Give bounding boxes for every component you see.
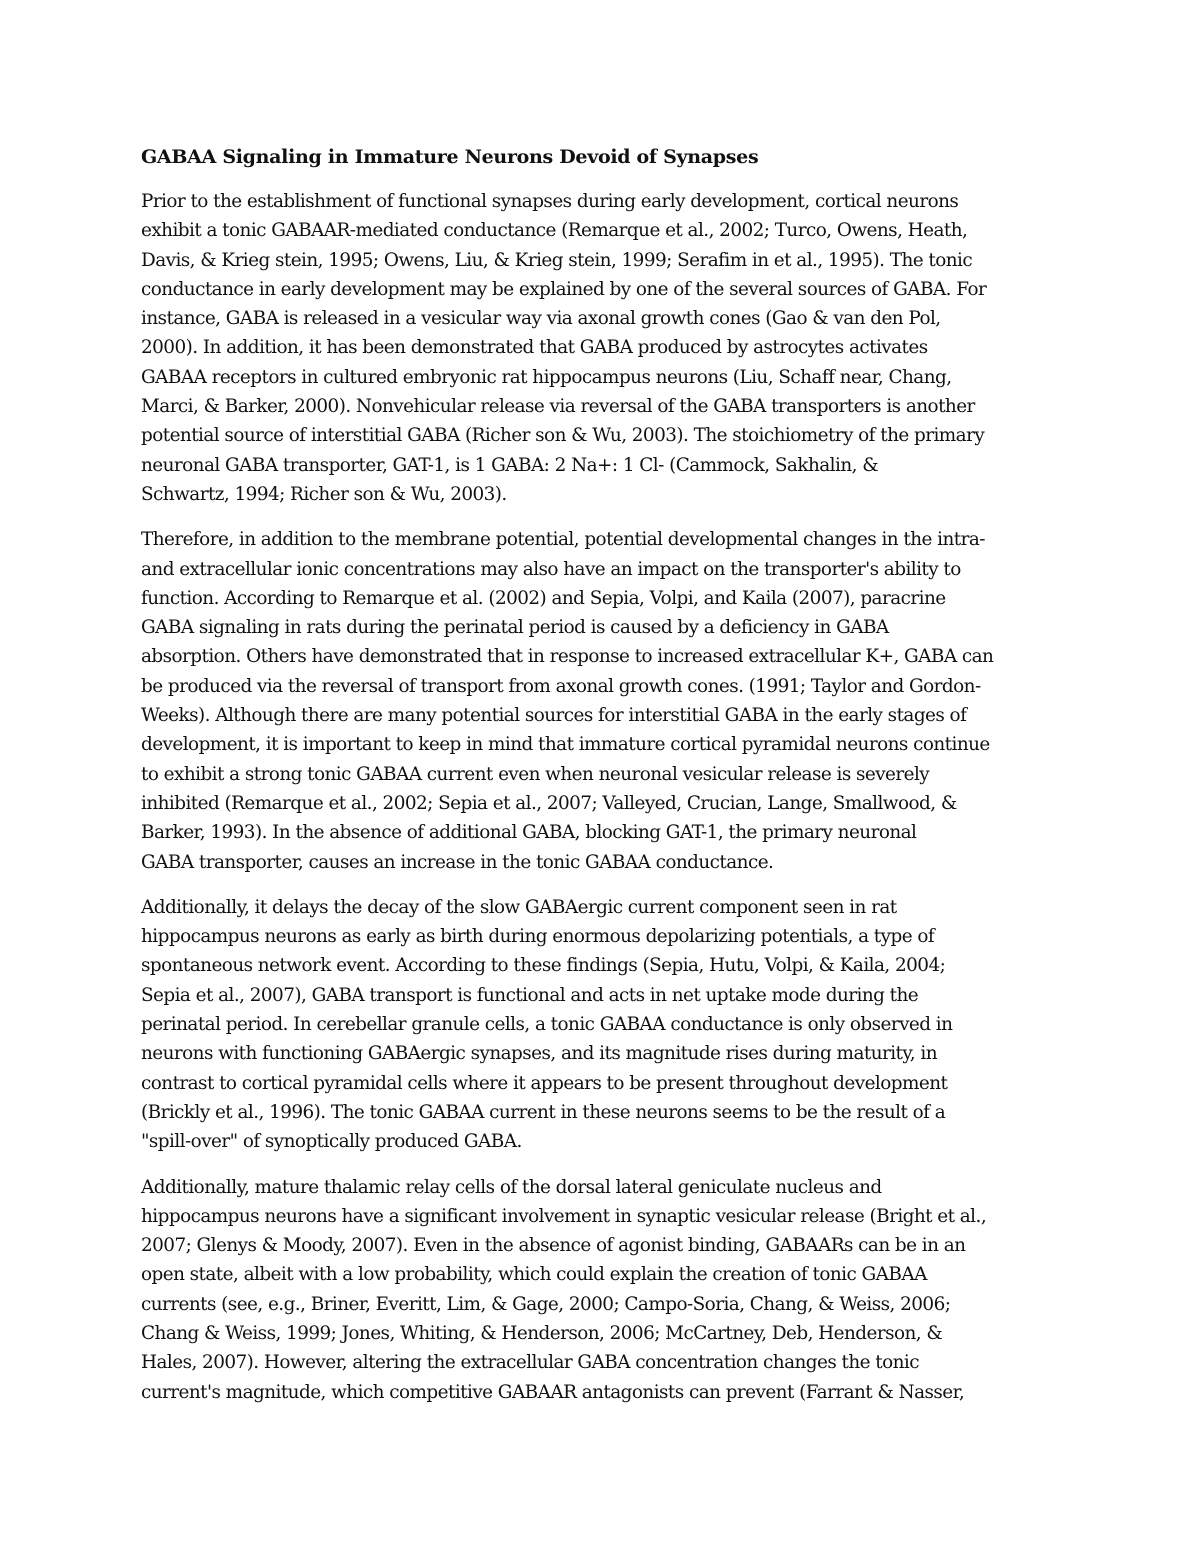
text-line: open state, albeit with a low probability, which could explain the creation of tonic GABAA xyxy=(141,1264,927,1286)
text-line: Schwartz, 1994; Richer son & Wu, 2003). xyxy=(141,483,507,505)
paragraph xyxy=(141,1173,1066,1407)
text-line: Hales, 2007). However, altering the extracellular GABA concentration changes the tonic xyxy=(141,1352,920,1374)
text-line: current's magnitude, which competitive GABAAR antagonists can prevent (Farrant & Nasser, xyxy=(141,1381,965,1403)
text-line: Additionally, mature thalamic relay cells of the dorsal lateral geniculate nucleus and xyxy=(141,1176,882,1198)
text-line: exhibit a tonic GABAAR-mediated conductance (Remarque et al., 2002; Turco, Owens, Heath, xyxy=(141,220,968,242)
text-line: Weeks). Although there are many potential sources for interstitial GABA in the early stages of xyxy=(141,705,967,727)
text-line: Marci, & Barker, 2000). Nonvehicular release via reversal of the GABA transporters is another xyxy=(141,396,975,418)
text-line: instance, GABA is released in a vesicular way via axonal growth cones (Gao & van den Pol, xyxy=(141,308,941,330)
text-line: and extracellular ionic concentrations may also have an impact on the transporter's ability to xyxy=(141,558,961,580)
text-line: Additionally, it delays the decay of the slow GABAergic current component seen in rat xyxy=(141,896,897,918)
text-line: be produced via the reversal of transport from axonal growth cones. (1991; Taylor and Gordon- xyxy=(141,675,981,697)
text-line: spontaneous network event. According to these findings (Sepia, Hutu, Volpi, & Kaila, 2004; xyxy=(141,955,946,977)
text-line: contrast to cortical pyramidal cells where it appears to be present throughout development xyxy=(141,1072,948,1094)
text-line: GABAA receptors in cultured embryonic rat hippocampus neurons (Liu, Schaff near, Chang, xyxy=(141,366,952,388)
text-line: hippocampus neurons have a significant involvement in synaptic vesicular release (Bright et al., xyxy=(141,1205,987,1227)
text-line: GABA transporter, causes an increase in the tonic GABAA conductance. xyxy=(141,851,774,873)
document-title: GABAA Signaling in Immature Neurons Devoid of Synapses xyxy=(141,146,759,168)
paragraph xyxy=(141,525,1066,877)
text-line: Sepia et al., 2007), GABA transport is functional and acts in net uptake mode during the xyxy=(141,984,919,1006)
text-line: perinatal period. In cerebellar granule cells, a tonic GABAA conductance is only observed in xyxy=(141,1014,953,1036)
text-line: conductance in early development may be explained by one of the several sources of GABA. For xyxy=(141,278,987,300)
text-line: neuronal GABA transporter, GAT-1, is 1 GABA: 2 Na+: 1 Cl- (Cammock, Sakhalin, & xyxy=(141,454,879,476)
text-line: 2000). In addition, it has been demonstrated that GABA produced by astrocytes activates xyxy=(141,337,928,359)
text-line: Barker, 1993). In the absence of additional GABA, blocking GAT-1, the primary neuronal xyxy=(141,822,917,844)
text-line: GABA signaling in rats during the perinatal period is caused by a deficiency in GABA xyxy=(141,617,889,639)
text-line: Therefore, in addition to the membrane potential, potential developmental changes in the intra- xyxy=(141,529,985,551)
text-line: Prior to the establishment of functional synapses during early development, cortical neurons xyxy=(141,191,959,212)
text-line: Chang & Weiss, 1999; Jones, Whiting, & Henderson, 2006; McCartney, Deb, Henderson, & xyxy=(141,1322,943,1344)
text-line: 2007; Glenys & Moody, 2007). Even in the absence of agonist binding, GABAARs can be in an xyxy=(141,1235,966,1257)
text-line: absorption. Others have demonstrated that in response to increased extracellular K+, GABA can xyxy=(141,646,994,668)
paragraph xyxy=(141,187,1066,509)
text-line: Davis, & Krieg stein, 1995; Owens, Liu, & Krieg stein, 1999; Serafim in et al., 1995). The tonic xyxy=(141,249,973,271)
text-line: to exhibit a strong tonic GABAA current even when neuronal vesicular release is severely xyxy=(141,763,930,785)
text-line: (Brickly et al., 1996). The tonic GABAA current in these neurons seems to be the result of a xyxy=(141,1101,946,1123)
text-line: "spill-over" of synoptically produced GABA. xyxy=(141,1131,522,1153)
paragraph xyxy=(141,893,1066,1157)
document-body xyxy=(141,187,1066,1407)
document-page xyxy=(141,143,1066,1423)
text-line: function. According to Remarque et al. (2002) and Sepia, Volpi, and Kaila (2007), paracrine xyxy=(141,587,946,609)
text-line: hippocampus neurons as early as birth during enormous depolarizing potentials, a type of xyxy=(141,926,935,948)
text-line: inhibited (Remarque et al., 2002; Sepia et al., 2007; Valleyed, Crucian, Lange, Smallwood, & xyxy=(141,792,957,814)
text-line: currents (see, e.g., Briner, Everitt, Lim, & Gage, 2000; Campo-Soria, Chang, & Weiss, 2006; xyxy=(141,1293,951,1315)
text-line: development, it is important to keep in mind that immature cortical pyramidal neurons continue xyxy=(141,734,990,756)
text-line: potential source of interstitial GABA (Richer son & Wu, 2003). The stoichiometry of the primary xyxy=(141,425,985,447)
text-line: neurons with functioning GABAergic synapses, and its magnitude rises during maturity, in xyxy=(141,1043,938,1065)
